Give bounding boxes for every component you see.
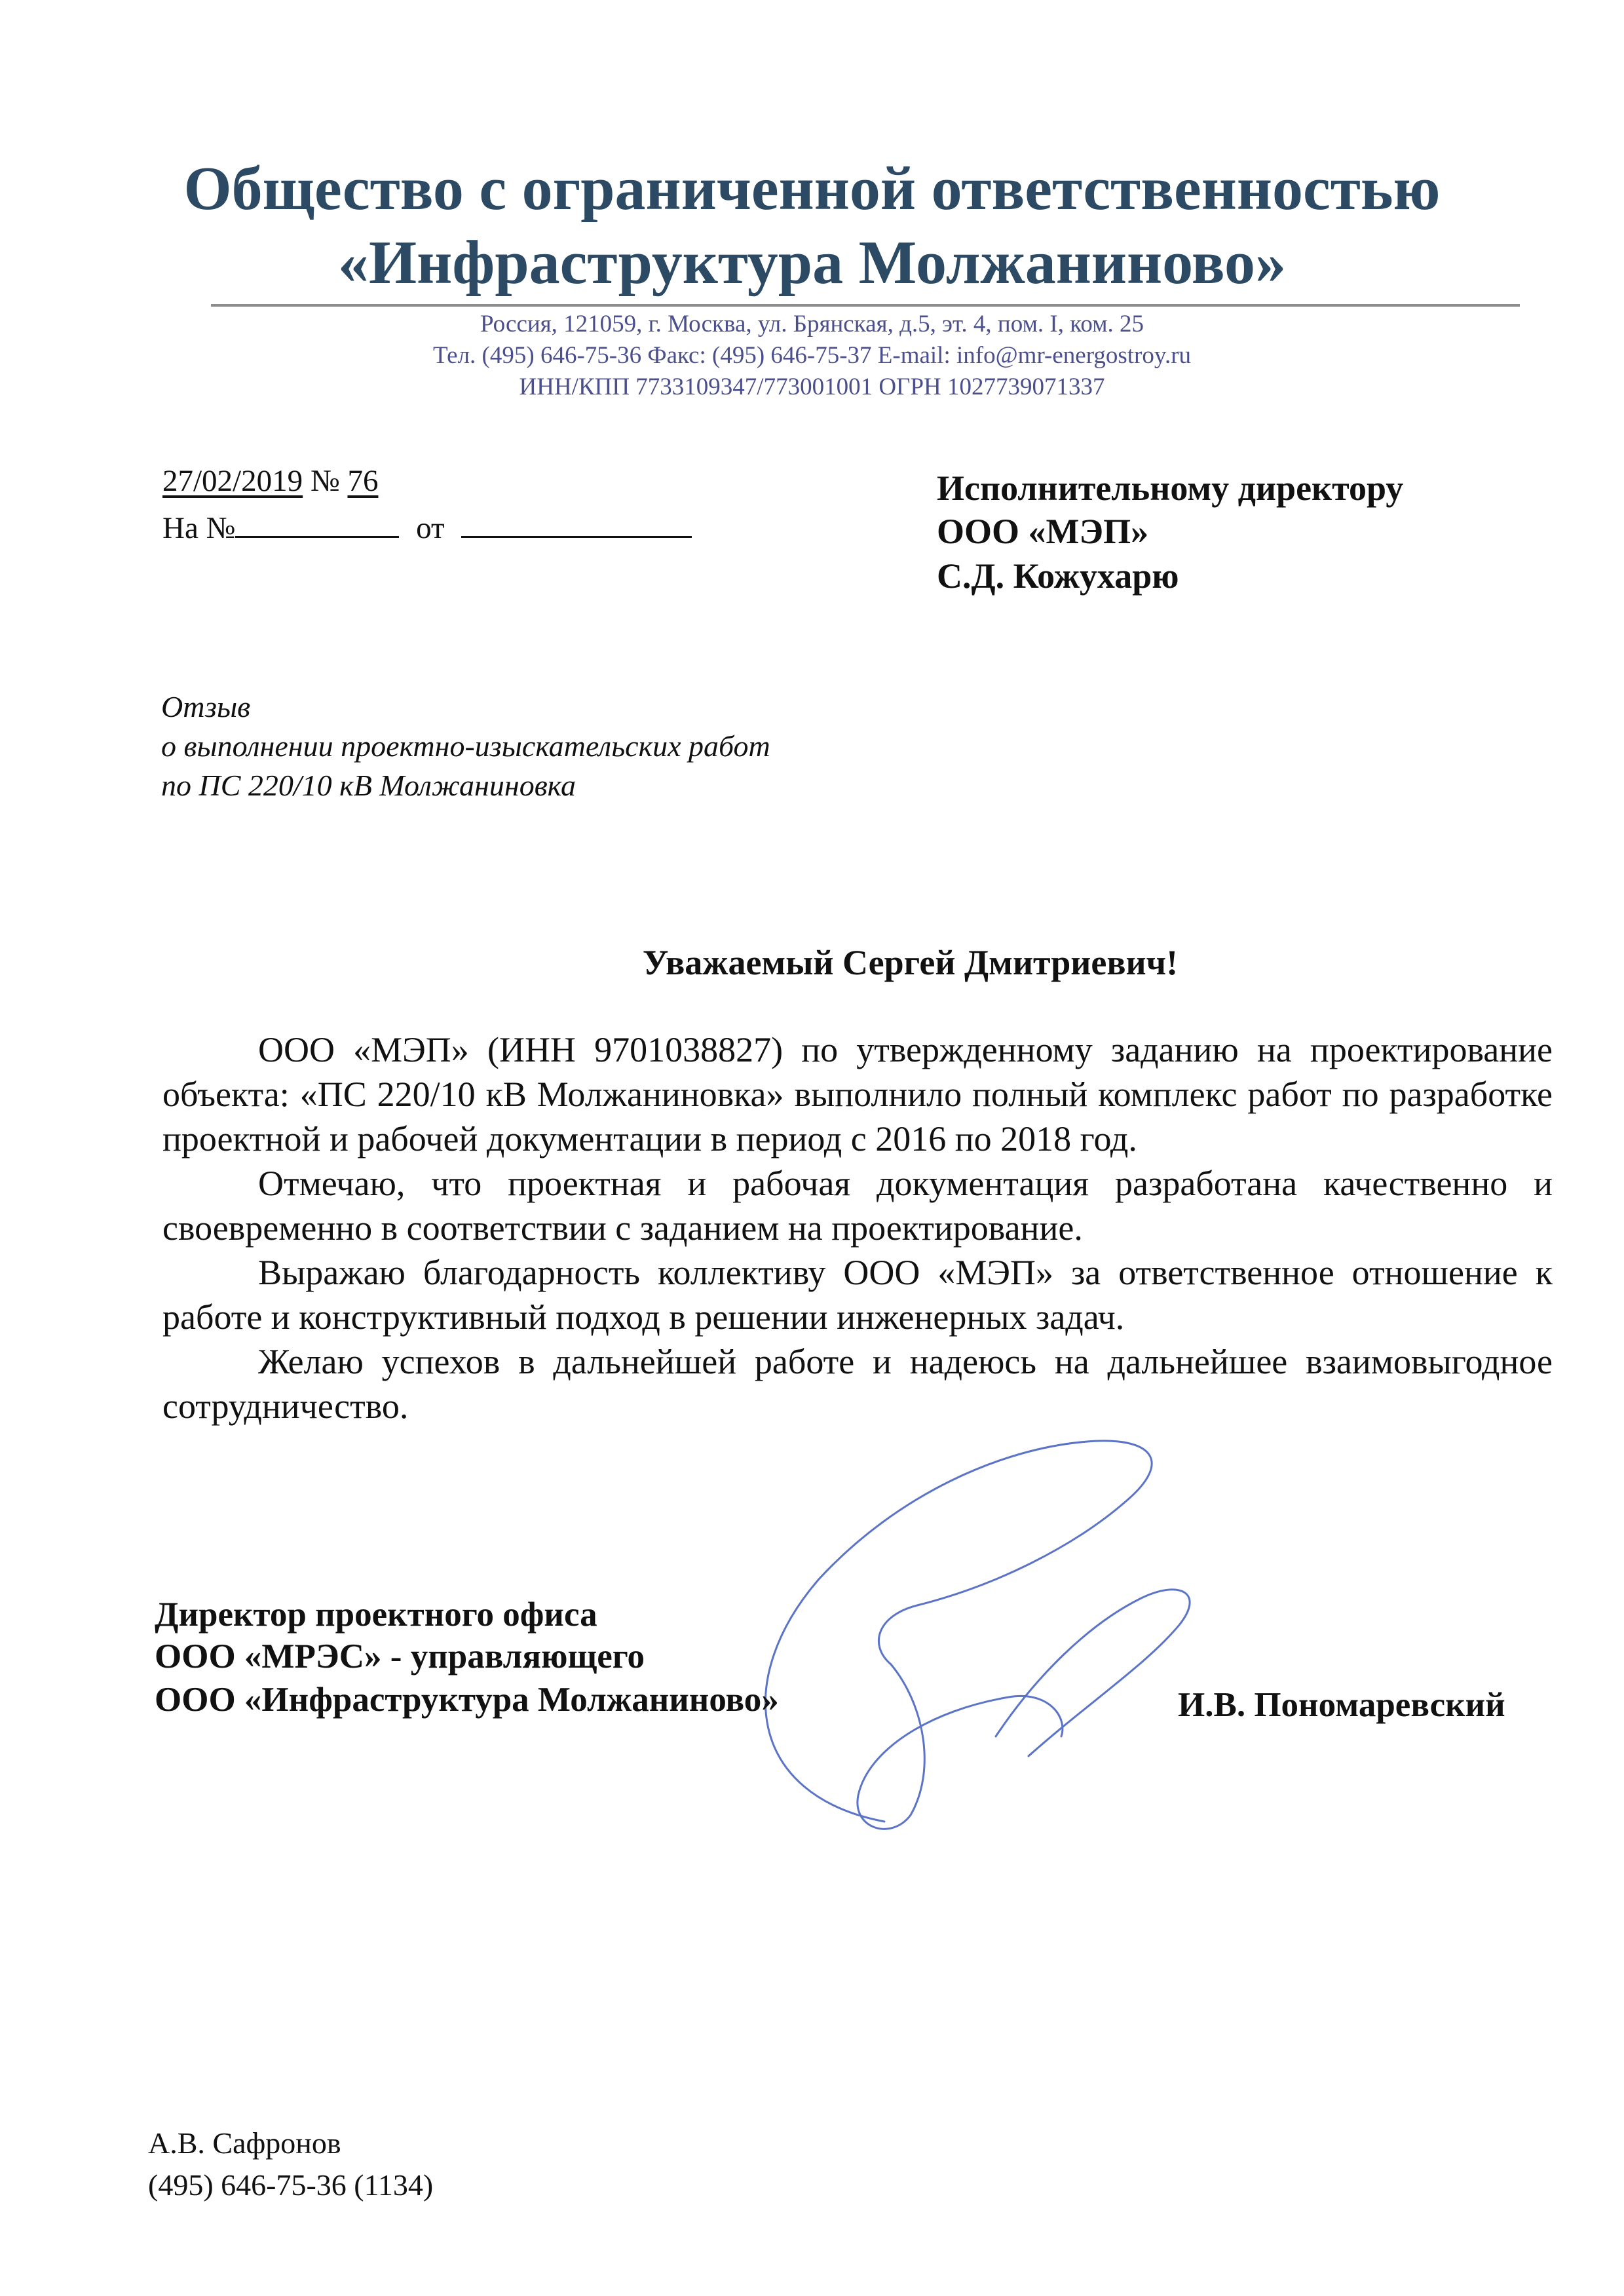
- letterhead-contacts: Тел. (495) 646-75-36 Факс: (495) 646-75-37 E-mail: info@mr-energostroy.ru: [432, 342, 1192, 369]
- letter-body-text: [162, 1027, 1553, 1428]
- salutation: Уважаемый Сергей Дмитриевич!: [642, 943, 1179, 982]
- reply-from-label: от: [416, 511, 445, 545]
- reply-number-blank: [235, 503, 399, 538]
- number-sign: №: [310, 464, 340, 498]
- body-paragraph: Выражаю благодарность коллективу ООО «МЭП» за ответственное отношение к работе и конструктивный подход в решении инженерных задач.: [162, 1253, 1553, 1337]
- body-paragraph: Желаю успехов в дальнейшей работе и надеюсь на дальнейшее взаимовыгодное сотрудничество.: [162, 1342, 1553, 1426]
- outgoing-reference: [162, 461, 378, 501]
- executor-name: А.В. Сафронов: [148, 2126, 341, 2160]
- letter-date: 27/02/2019: [162, 464, 303, 498]
- subject-line3: по ПС 220/10 кВ Молжаниновка: [161, 769, 576, 802]
- reply-number-label: На №: [162, 511, 236, 545]
- signatory-name: И.В. Пономаревский: [1178, 1686, 1505, 1724]
- reply-reference: [162, 503, 692, 548]
- letter-number: 76: [347, 464, 379, 498]
- subject-line1: Отзыв: [161, 690, 251, 723]
- addressee-position: Исполнительному директору: [937, 469, 1404, 508]
- signatory-position-line1: Директор проектного офиса: [155, 1596, 597, 1634]
- letterhead-address: Россия, 121059, г. Москва, ул. Брянская, д.5, эт. 4, пом. I, ком. 25: [480, 311, 1144, 337]
- letterhead-divider: [211, 304, 1520, 307]
- handwritten-signature: [721, 1428, 1258, 1835]
- signatory-position-line2: ООО «МРЭС» - управляющего: [155, 1637, 645, 1675]
- body-paragraph: Отмечаю, что проектная и рабочая документация разработана качественно и своевременно в соответствии с заданием на проектирование.: [162, 1164, 1553, 1248]
- letterhead-registration: ИНН/КПП 7733109347/773001001 ОГРН 1027739071337: [519, 373, 1105, 400]
- reply-date-blank: [461, 503, 692, 538]
- addressee-company: ООО «МЭП»: [937, 512, 1149, 551]
- executor-phone: (495) 646-75-36 (1134): [148, 2168, 434, 2202]
- body-paragraph: ООО «МЭП» (ИНН 9701038827) по утвержденному заданию на проектирование объекта: «ПС 220/10 кВ Молжаниновка» выполнило полный комплекс работ по разработке проектной и рабочей документации в период с 2016 по 2018 год.: [162, 1030, 1553, 1158]
- signatory-position-line3: ООО «Инфраструктура Молжаниново»: [155, 1681, 779, 1719]
- letterhead-org-line2: «Инфраструктура Молжаниново»: [338, 229, 1286, 297]
- addressee-name: С.Д. Кожухарю: [937, 556, 1179, 596]
- letterhead-org-line1: Общество с ограниченной ответственностью: [183, 155, 1441, 223]
- subject-line2: о выполнении проектно-изыскательских работ: [161, 729, 770, 763]
